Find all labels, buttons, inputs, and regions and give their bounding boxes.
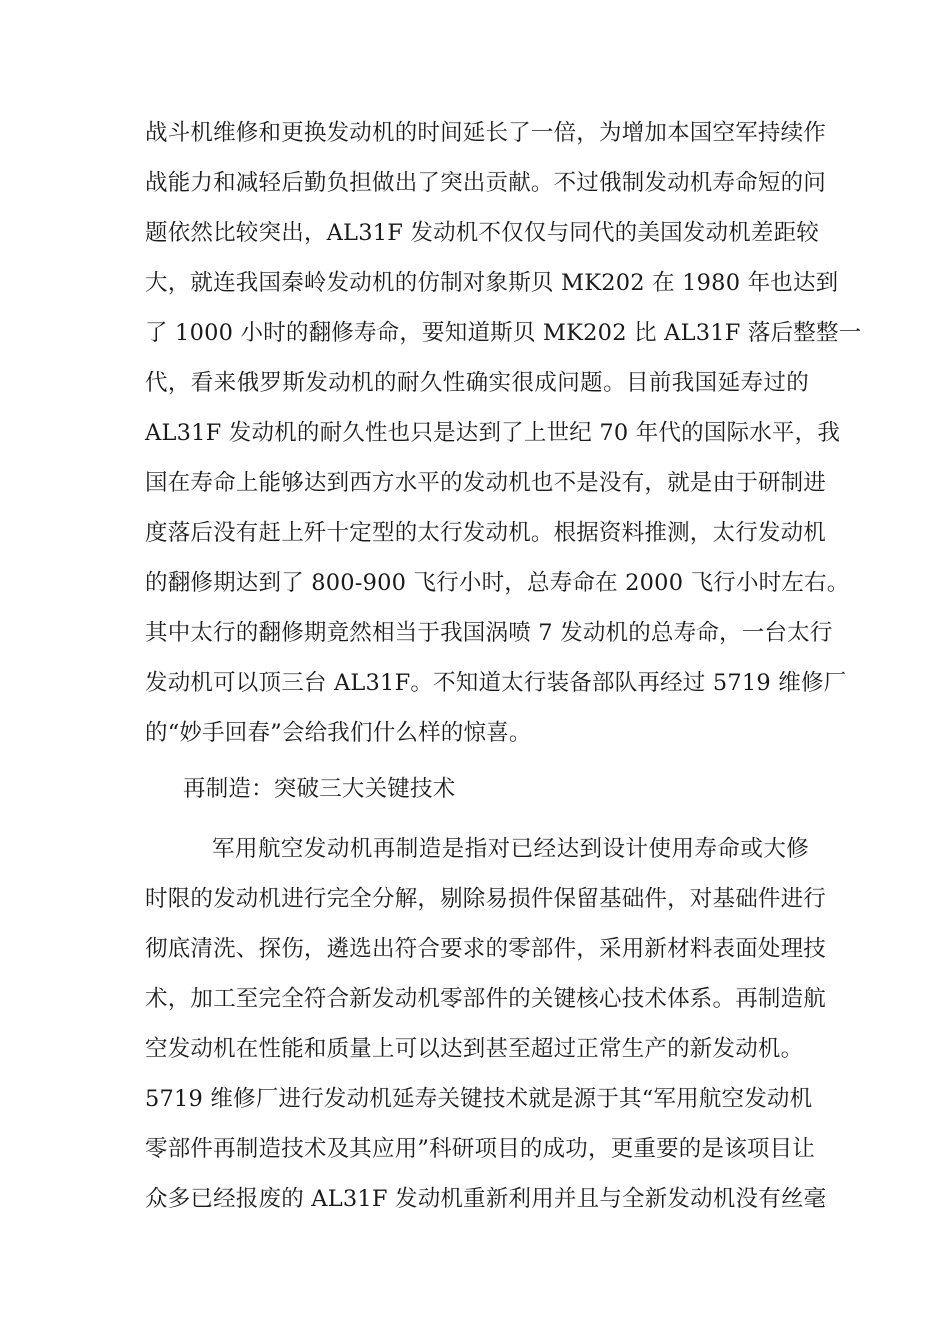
paragraph-1-line-9: 度落后没有赶上歼十定型的太行发动机。根据资料推测，太行发动机 xyxy=(145,520,827,546)
paragraph-2-line-1: 军用航空发动机再制造是指对已经达到设计使用寿命或大修 xyxy=(212,836,809,862)
paragraph-1-line-3: 题依然比较突出，AL31F 发动机不仅仅与同代的美国发动机差距较 xyxy=(145,220,819,246)
section-heading: 再制造：突破三大关键技术 xyxy=(183,776,456,802)
paragraph-2-line-2: 时限的发动机进行完全分解，剔除易损件保留基础件，对基础件进行 xyxy=(145,886,827,912)
paragraph-2-line-7: 零部件再制造技术及其应用”科研项目的成功，更重要的是该项目让 xyxy=(145,1136,816,1162)
paragraph-1-line-1: 战斗机维修和更换发动机的时间延长了一倍，为增加本国空军持续作 xyxy=(145,120,827,146)
paragraph-2-line-8: 众多已经报废的 AL31F 发动机重新利用并且与全新发动机没有丝毫 xyxy=(145,1186,827,1212)
paragraph-1-line-2: 战能力和减轻后勤负担做出了突出贡献。不过俄制发动机寿命短的问 xyxy=(145,170,827,196)
paragraph-1-line-12: 发动机可以顶三台 AL31F。不知道太行装备部队再经过 5719 维修厂 xyxy=(145,670,847,696)
paragraph-2-line-6: 5719 维修厂进行发动机延寿关键技术就是源于其“军用航空发动机 xyxy=(145,1086,813,1112)
paragraph-2-line-4: 术，加工至完全符合新发动机零部件的关键核心技术体系。再制造航 xyxy=(145,986,827,1012)
paragraph-1-line-6: 代，看来俄罗斯发动机的耐久性确实很成问题。目前我国延寿过的 xyxy=(145,370,809,396)
paragraph-1-line-11: 其中太行的翻修期竟然相当于我国涡喷 7 发动机的总寿命，一台太行 xyxy=(145,620,833,646)
paragraph-1-line-4: 大，就连我国秦岭发动机的仿制对象斯贝 MK202 在 1980 年也达到 xyxy=(145,270,839,296)
paragraph-1-line-10: 的翻修期达到了 800-900 飞行小时，总寿命在 2000 飞行小时左右。 xyxy=(145,570,850,596)
paragraph-2-line-5: 空发动机在性能和质量上可以达到甚至超过正常生产的新发动机。 xyxy=(145,1036,804,1062)
paragraph-2-line-3: 彻底清洗、探伤，遴选出符合要求的零部件，采用新材料表面处理技 xyxy=(145,936,827,962)
paragraph-1-line-8: 国在寿命上能够达到西方水平的发动机也不是没有，就是由于研制进 xyxy=(145,470,827,496)
paragraph-1-line-7: AL31F 发动机的耐久性也只是达到了上世纪 70 年代的国际水平，我 xyxy=(145,420,841,446)
paragraph-1-line-13: 的“妙手回春”会给我们什么样的惊喜。 xyxy=(145,720,532,746)
paragraph-1-line-5: 了 1000 小时的翻修寿命，要知道斯贝 MK202 比 AL31F 落后整整一 xyxy=(145,320,862,346)
